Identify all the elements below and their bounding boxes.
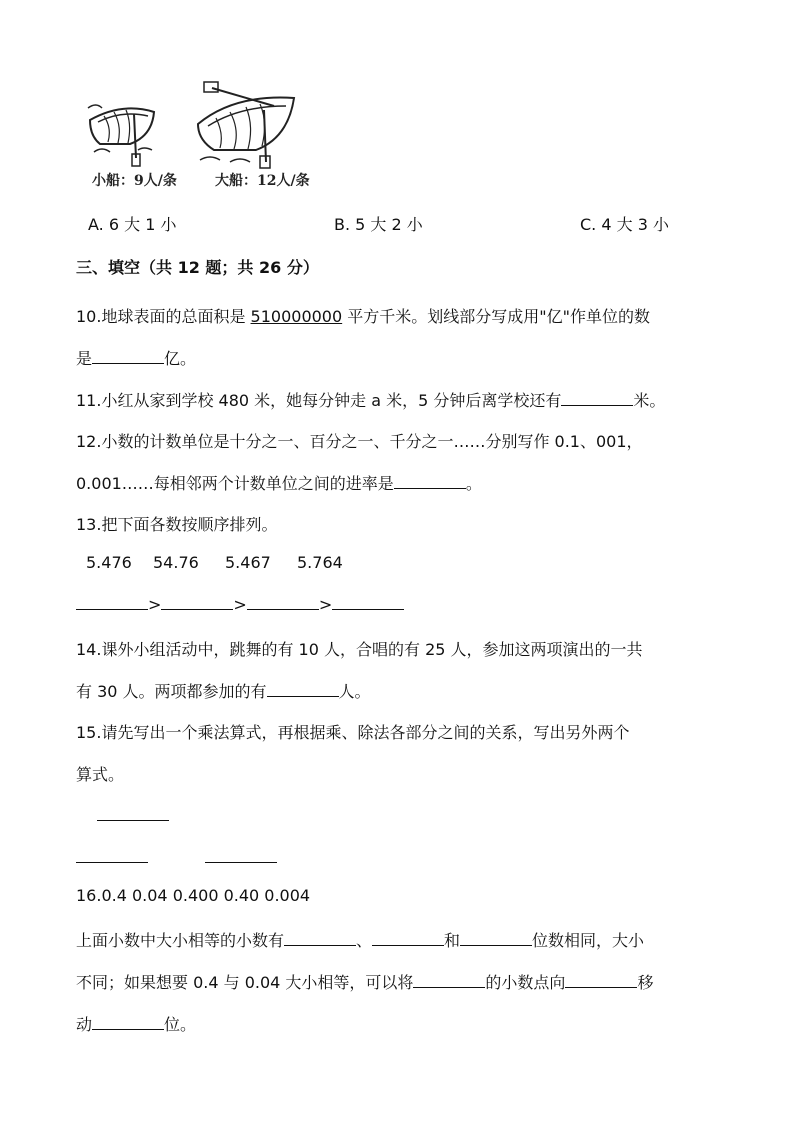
question-13-number-2: 54.76	[153, 553, 199, 572]
option-b[interactable]: B. 5 大 2 小	[334, 215, 423, 234]
option-a[interactable]: A. 6 大 1 小	[88, 215, 177, 234]
question-12-line-1: 12.小数的计数单位是十分之一、百分之一、千分之一……分别写作 0.1、001，	[76, 432, 643, 451]
question-13-number-4: 5.764	[297, 553, 343, 572]
answer-blank[interactable]	[413, 973, 485, 988]
large-boat-illustration	[190, 80, 300, 170]
question-11: 11.小红从家到学校 480 米，她每分钟走 a 米，5 分钟后离学校还有 米。	[76, 391, 666, 410]
question-13-number-3: 5.467	[225, 553, 271, 572]
question-15-line-1: 15.请先写出一个乘法算式，再根据乘、除法各部分之间的关系，写出另外两个	[76, 723, 630, 742]
small-boat-caption: 小船：9人/条	[92, 173, 177, 189]
answer-blank[interactable]	[92, 349, 164, 364]
question-14-line-2: 有 30 人。两项都参加的有 人。	[76, 682, 371, 701]
answer-blank[interactable]	[76, 848, 148, 863]
question-14-line-1: 14.课外小组活动中，跳舞的有 10 人，合唱的有 25 人，参加这两项演出的一共	[76, 640, 643, 659]
answer-blank[interactable]	[565, 973, 637, 988]
question-12-line-2: 0.001……每相邻两个计数单位之间的进率是 。	[76, 474, 482, 493]
small-boat-illustration	[82, 92, 162, 172]
question-16-line-2: 上面小数中大小相等的小数有 、 和 位数相同，大小	[76, 931, 645, 950]
answer-blank[interactable]	[561, 391, 633, 406]
question-13-ordering-row: > > >	[76, 595, 404, 614]
answer-blank[interactable]	[97, 806, 169, 821]
underlined-number: 510000000	[250, 307, 343, 326]
section-heading: 三、填空（共 12 题；共 26 分）	[76, 258, 319, 277]
answer-blank[interactable]	[267, 682, 339, 697]
question-10-line-1: 10.地球表面的总面积是 510000000 平方千米。划线部分写成用"亿"作单位的数	[76, 307, 650, 326]
answer-blank[interactable]	[205, 848, 277, 863]
answer-blank[interactable]	[460, 931, 532, 946]
question-13-title: 13.把下面各数按顺序排列。	[76, 515, 278, 534]
answer-blank[interactable]	[247, 595, 319, 610]
answer-blank[interactable]	[76, 595, 148, 610]
question-16-numbers: 16.0.4 0.04 0.400 0.40 0.004	[76, 886, 311, 905]
answer-blank[interactable]	[284, 931, 356, 946]
option-c[interactable]: C. 4 大 3 小	[580, 215, 669, 234]
question-16-line-3: 不同；如果想要 0.4 与 0.04 大小相等，可以将 的小数点向 移	[76, 973, 654, 992]
answer-blank[interactable]	[332, 595, 404, 610]
answer-blank[interactable]	[92, 1015, 164, 1030]
answer-blank[interactable]	[372, 931, 444, 946]
question-13-number-1: 5.476	[86, 553, 132, 572]
question-10-line-2: 是 亿。	[76, 349, 197, 368]
question-15-line-2: 算式。	[76, 765, 125, 784]
large-boat-caption: 大船：12人/条	[215, 173, 310, 189]
answer-blank[interactable]	[161, 595, 233, 610]
answer-blank[interactable]	[394, 474, 466, 489]
question-16-line-4: 动 位。	[76, 1015, 197, 1034]
